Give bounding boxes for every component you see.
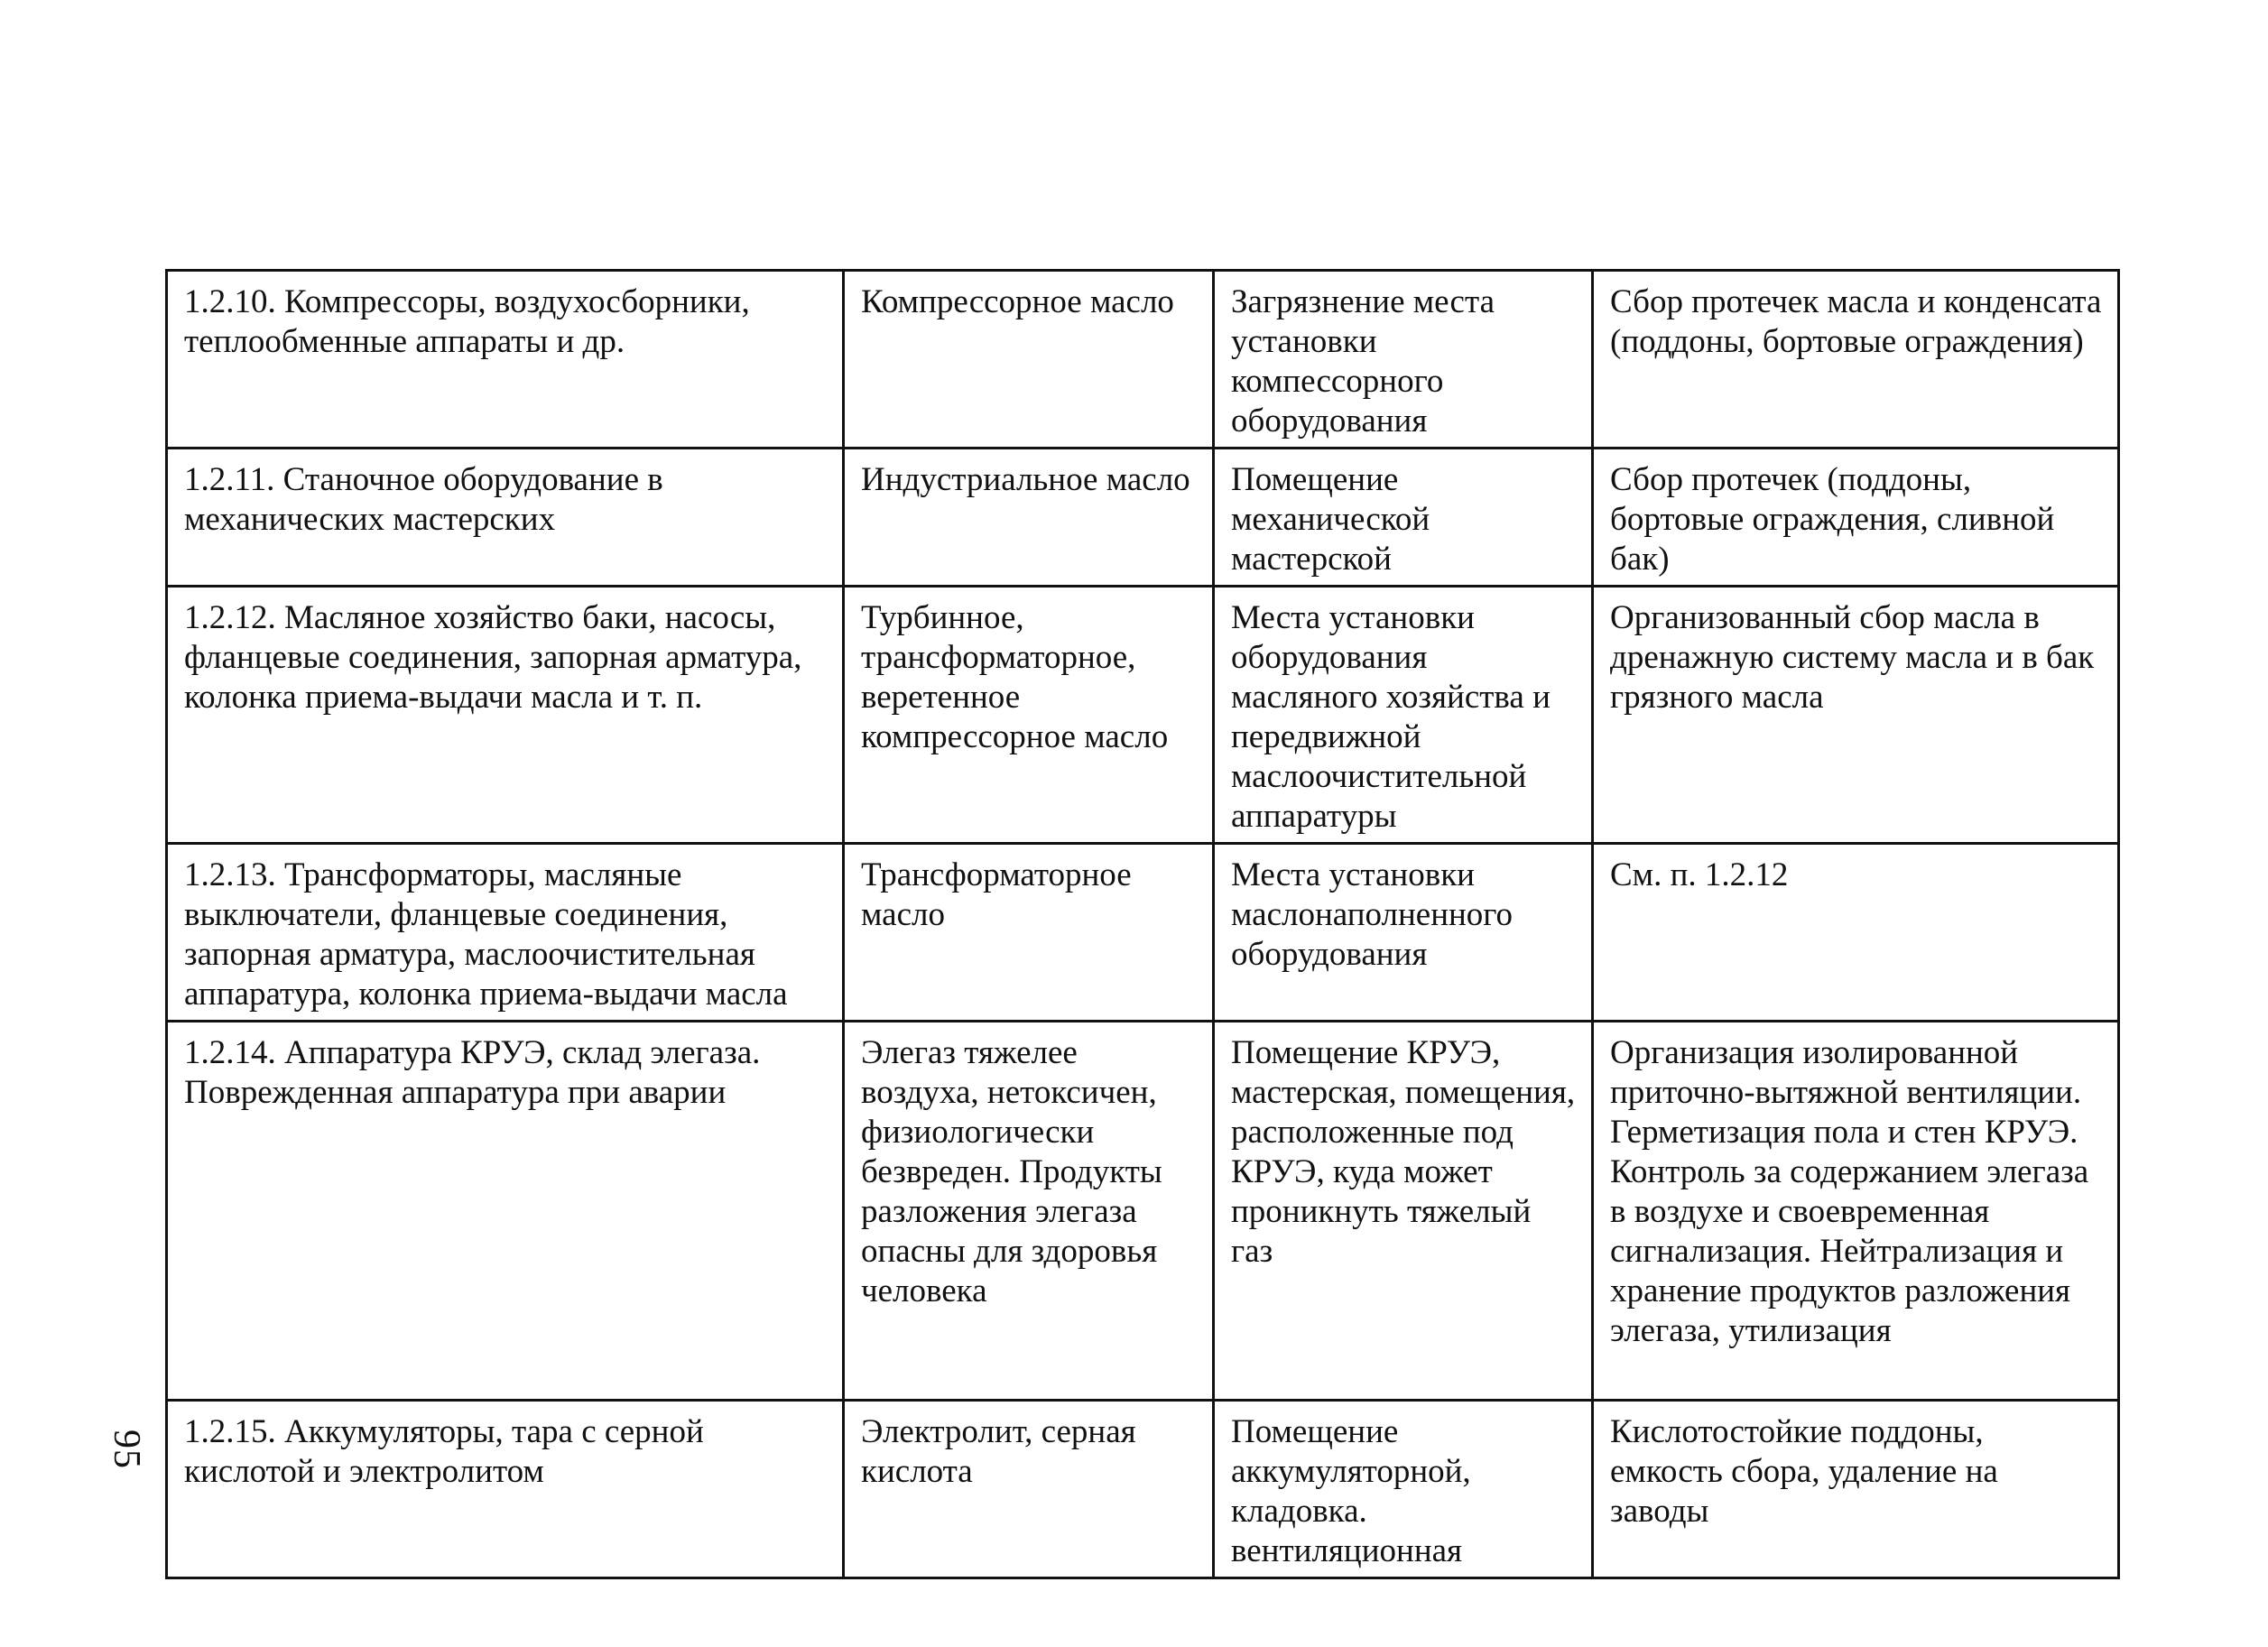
table-row: [167, 1401, 2119, 1578]
substance-cell: Электролит, серная кислота: [844, 1401, 1214, 1578]
measures-cell: См. п. 1.2.12: [1593, 844, 2119, 1022]
measures-cell: Сбор протечек масла и конденсата (поддоны, бортовые ограждения): [1593, 271, 2119, 449]
location-cell: Помещение КРУЭ, мастерская, помещения, расположенные под КРУЭ, куда может проникнуть тяжелый газ: [1214, 1022, 1593, 1401]
source-cell: 1.2.12. Масляное хозяйство баки, насосы, фланцевые соединения, запорная арматура, колонка приема-выдачи масла и т. п.: [167, 587, 844, 844]
source-cell: 1.2.10. Компрессоры, воздухосборники, теплообменные аппараты и др.: [167, 271, 844, 449]
table-row: [167, 271, 2119, 449]
table-row: [167, 1022, 2119, 1401]
location-cell: Места установки маслонаполненного оборудования: [1214, 844, 1593, 1022]
measures-cell: Организованный сбор масла в дренажную систему масла и в бак грязного масла: [1593, 587, 2119, 844]
source-cell: 1.2.11. Станочное оборудование в механических мастерских: [167, 449, 844, 587]
table-row: [167, 449, 2119, 587]
substance-cell: Индустриальное масло: [844, 449, 1214, 587]
table-row: [167, 844, 2119, 1022]
substance-cell: Трансформаторное масло: [844, 844, 1214, 1022]
measures-cell: Организация изолированной приточно-вытяжной вентиляции. Герметизация пола и стен КРУЭ. Контроль за содержанием элегаза в воздухе и своевременная сигнализация. Нейтрализация и хранение продуктов разложения элегаза, утилизация: [1593, 1022, 2119, 1401]
table-row: [167, 587, 2119, 844]
source-cell: 1.2.13. Трансформаторы, масляные выключатели, фланцевые соединения, запорная арматура, маслоочистительная аппаратура, колонка приема-выдачи масла: [167, 844, 844, 1022]
measures-cell: Сбор протечек (поддоны, бортовые ограждения, сливной бак): [1593, 449, 2119, 587]
substance-cell: Компрессорное масло: [844, 271, 1214, 449]
location-cell: Помещение аккумуляторной, кладовка. вентиляционная: [1214, 1401, 1593, 1578]
measures-cell: Кислотостойкие поддоны, емкость сбора, удаление на заводы: [1593, 1401, 2119, 1578]
substance-cell: Элегаз тяжелее воздуха, нетоксичен, физиологически безвреден. Продукты разложения элегаза опасны для здоровья человека: [844, 1022, 1214, 1401]
source-cell: 1.2.15. Аккумуляторы, тара с серной кислотой и электролитом: [167, 1401, 844, 1578]
source-cell: 1.2.14. Аппаратура КРУЭ, склад элегаза. Поврежденная аппаратура при аварии: [167, 1022, 844, 1401]
location-cell: Помещение механической мастерской: [1214, 449, 1593, 587]
location-cell: Места установки оборудования масляного хозяйства и передвижной маслоочистительной аппаратуры: [1214, 587, 1593, 844]
location-cell: Загрязнение места установки компессорного оборудования: [1214, 271, 1593, 449]
hazard-table: [165, 269, 2120, 1579]
page-number: 95: [106, 1430, 147, 1469]
substance-cell: Турбинное, трансформаторное, веретенное компрессорное масло: [844, 587, 1214, 844]
